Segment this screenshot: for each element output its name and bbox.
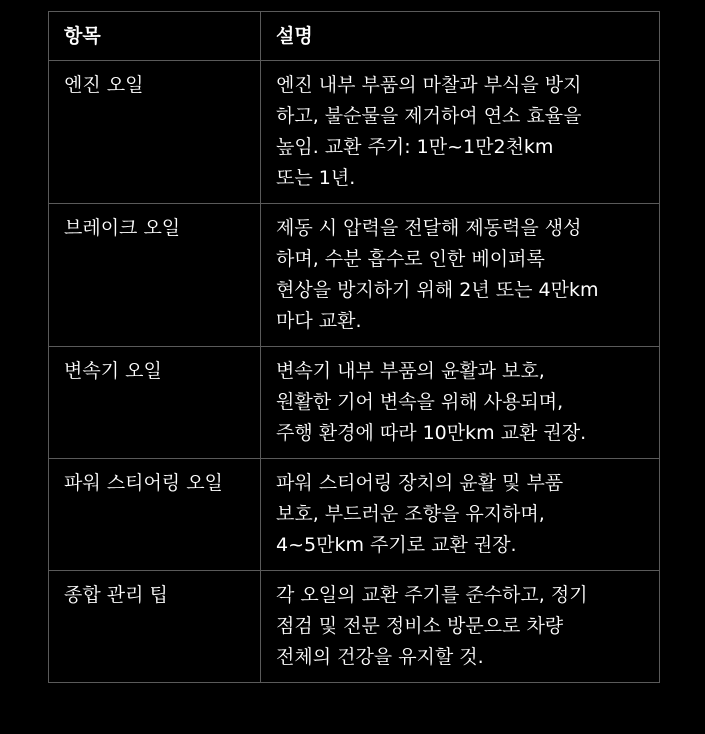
description-line: 변속기 내부 부품의 윤활과 보호, <box>276 360 545 382</box>
description-cell <box>261 347 660 459</box>
description-line: 4~5만km 주기로 교환 권장. <box>276 534 517 556</box>
description-line: 전체의 건강을 유지할 것. <box>276 646 484 668</box>
description-line: 현상을 방지하기 위해 2년 또는 4만km <box>276 279 599 301</box>
description-cell <box>261 204 660 347</box>
header-description <box>261 12 660 61</box>
table-header-row <box>49 12 660 61</box>
item-cell <box>49 347 261 459</box>
item-name: 엔진 오일 <box>64 74 144 96</box>
table-row <box>49 571 660 683</box>
description-line: 높임. 교환 주기: 1만~1만2천km <box>276 136 554 158</box>
description-line: 또는 1년. <box>276 167 356 189</box>
description-line: 보호, 부드러운 조향을 유지하며, <box>276 503 545 525</box>
description-line: 파워 스티어링 장치의 윤활 및 부품 <box>276 472 564 494</box>
oil-maintenance-table <box>48 11 660 683</box>
description-line: 마다 교환. <box>276 310 362 332</box>
description-cell <box>261 571 660 683</box>
item-name: 파워 스티어링 오일 <box>64 472 223 494</box>
item-name: 브레이크 오일 <box>64 217 181 239</box>
description-line: 하며, 수분 흡수로 인한 베이퍼록 <box>276 248 545 270</box>
table-row <box>49 347 660 459</box>
table-row <box>49 204 660 347</box>
item-cell <box>49 459 261 571</box>
description-cell <box>261 459 660 571</box>
description-line: 하고, 불순물을 제거하여 연소 효율을 <box>276 105 582 127</box>
description-line: 점검 및 전문 정비소 방문으로 차량 <box>276 615 564 637</box>
item-name: 종합 관리 팁 <box>64 584 168 606</box>
description-line: 제동 시 압력을 전달해 제동력을 생성 <box>276 217 582 239</box>
oil-table-container <box>48 11 659 683</box>
item-cell <box>49 204 261 347</box>
header-item <box>49 12 261 61</box>
description-line: 각 오일의 교환 주기를 준수하고, 정기 <box>276 584 588 606</box>
table-row <box>49 61 660 204</box>
item-cell <box>49 571 261 683</box>
table-row <box>49 459 660 571</box>
description-cell <box>261 61 660 204</box>
header-description-label: 설명 <box>276 25 313 47</box>
description-line: 원활한 기어 변속을 위해 사용되며, <box>276 391 564 413</box>
item-name: 변속기 오일 <box>64 360 162 382</box>
item-cell <box>49 61 261 204</box>
header-item-label: 항목 <box>64 25 101 47</box>
description-line: 주행 환경에 따라 10만km 교환 권장. <box>276 422 587 444</box>
description-line: 엔진 내부 부품의 마찰과 부식을 방지 <box>276 74 582 96</box>
